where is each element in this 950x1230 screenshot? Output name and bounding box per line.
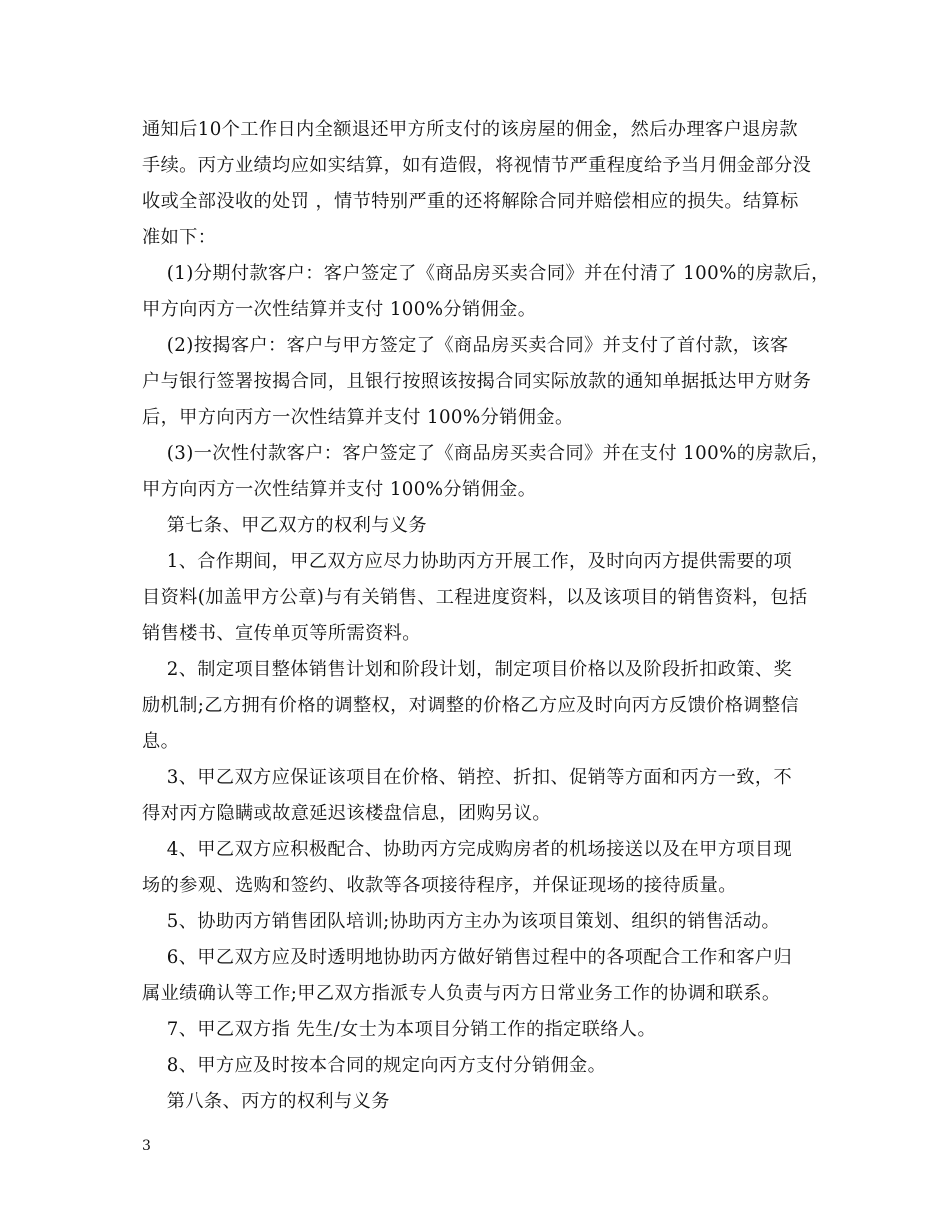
- article-7-item-7: 7、甲乙双方指 先生/女士为本项目分销工作的指定联络人。: [142, 1019, 657, 1040]
- paragraph-mortgage-clients: (2)按揭客户：客户与甲方签定了《商品房买卖合同》并支付了首付款，该客 户与银行签署按揭合同，且银行按照该按揭合同实际放款的通知单据抵达甲方财务 后，甲方向丙方一次性结算并支付 100%分销佣金。: [142, 335, 812, 428]
- paragraph-lump-sum-clients: (3)一次性付款客户：客户签定了《商品房买卖合同》并在支付 100%的房款后， 甲方向丙方一次性结算并支付 100%分销佣金。: [142, 443, 830, 500]
- article-7-heading: 第七条、甲乙双方的权利与义务: [142, 515, 427, 536]
- page-number: 3: [142, 1138, 151, 1154]
- article-7-item-1: 1、合作期间，甲乙双方应尽力协助丙方开展工作，及时向丙方提供需要的项 目资料(加盖甲方公章)与有关销售、工程进度资料，以及该项目的销售资料，包括 销售楼书、宣传单页等所需资料。: [142, 551, 808, 644]
- article-7-item-3: 3、甲乙双方应保证该项目在价格、销控、折扣、促销等方面和丙方一致，不 得对丙方隐瞒或故意延迟该楼盘信息，团购另议。: [142, 767, 793, 824]
- article-7-item-8: 8、甲方应及时按本合同的规定向丙方支付分销佣金。: [142, 1055, 607, 1076]
- article-7-item-6: 6、甲乙双方应及时透明地协助丙方做好销售过程中的各项配合工作和客户归 属业绩确认等工作;甲乙双方指派专人负责与丙方日常业务工作的协调和联系。: [142, 947, 793, 1004]
- article-7-item-5: 5、协助丙方销售团队培训;协助丙方主办为该项目策划、组织的销售活动。: [142, 911, 781, 932]
- paragraph-settlement-intro: 通知后10个工作日内全额退还甲方所支付的该房屋的佣金，然后办理客户退房款 手续。丙方业绩均应如实结算，如有造假，将视情节严重程度给予当月佣金部分没 收或全部没收的处罚 ，情节特别严重的还将解除合同并赔偿相应的损失。结算标 准如下：: [142, 119, 812, 248]
- article-7-item-4: 4、甲乙双方应积极配合、协助丙方完成购房者的机场接送以及在甲方项目现 场的参观、选购和签约、收款等各项接待程序，并保证现场的接待质量。: [142, 839, 793, 896]
- article-8-heading: 第八条、丙方的权利与义务: [142, 1091, 390, 1112]
- contract-body: [142, 112, 832, 1120]
- paragraph-installment-clients: (1)分期付款客户：客户签定了《商品房买卖合同》并在付清了 100%的房款后， 甲方向丙方一次性结算并支付 100%分销佣金。: [142, 263, 830, 320]
- article-7-item-2: 2、制定项目整体销售计划和阶段计划，制定项目价格以及阶段折扣政策、奖 励机制;乙方拥有价格的调整权，对调整的价格乙方应及时向丙方反馈价格调整信 息。: [142, 659, 800, 752]
